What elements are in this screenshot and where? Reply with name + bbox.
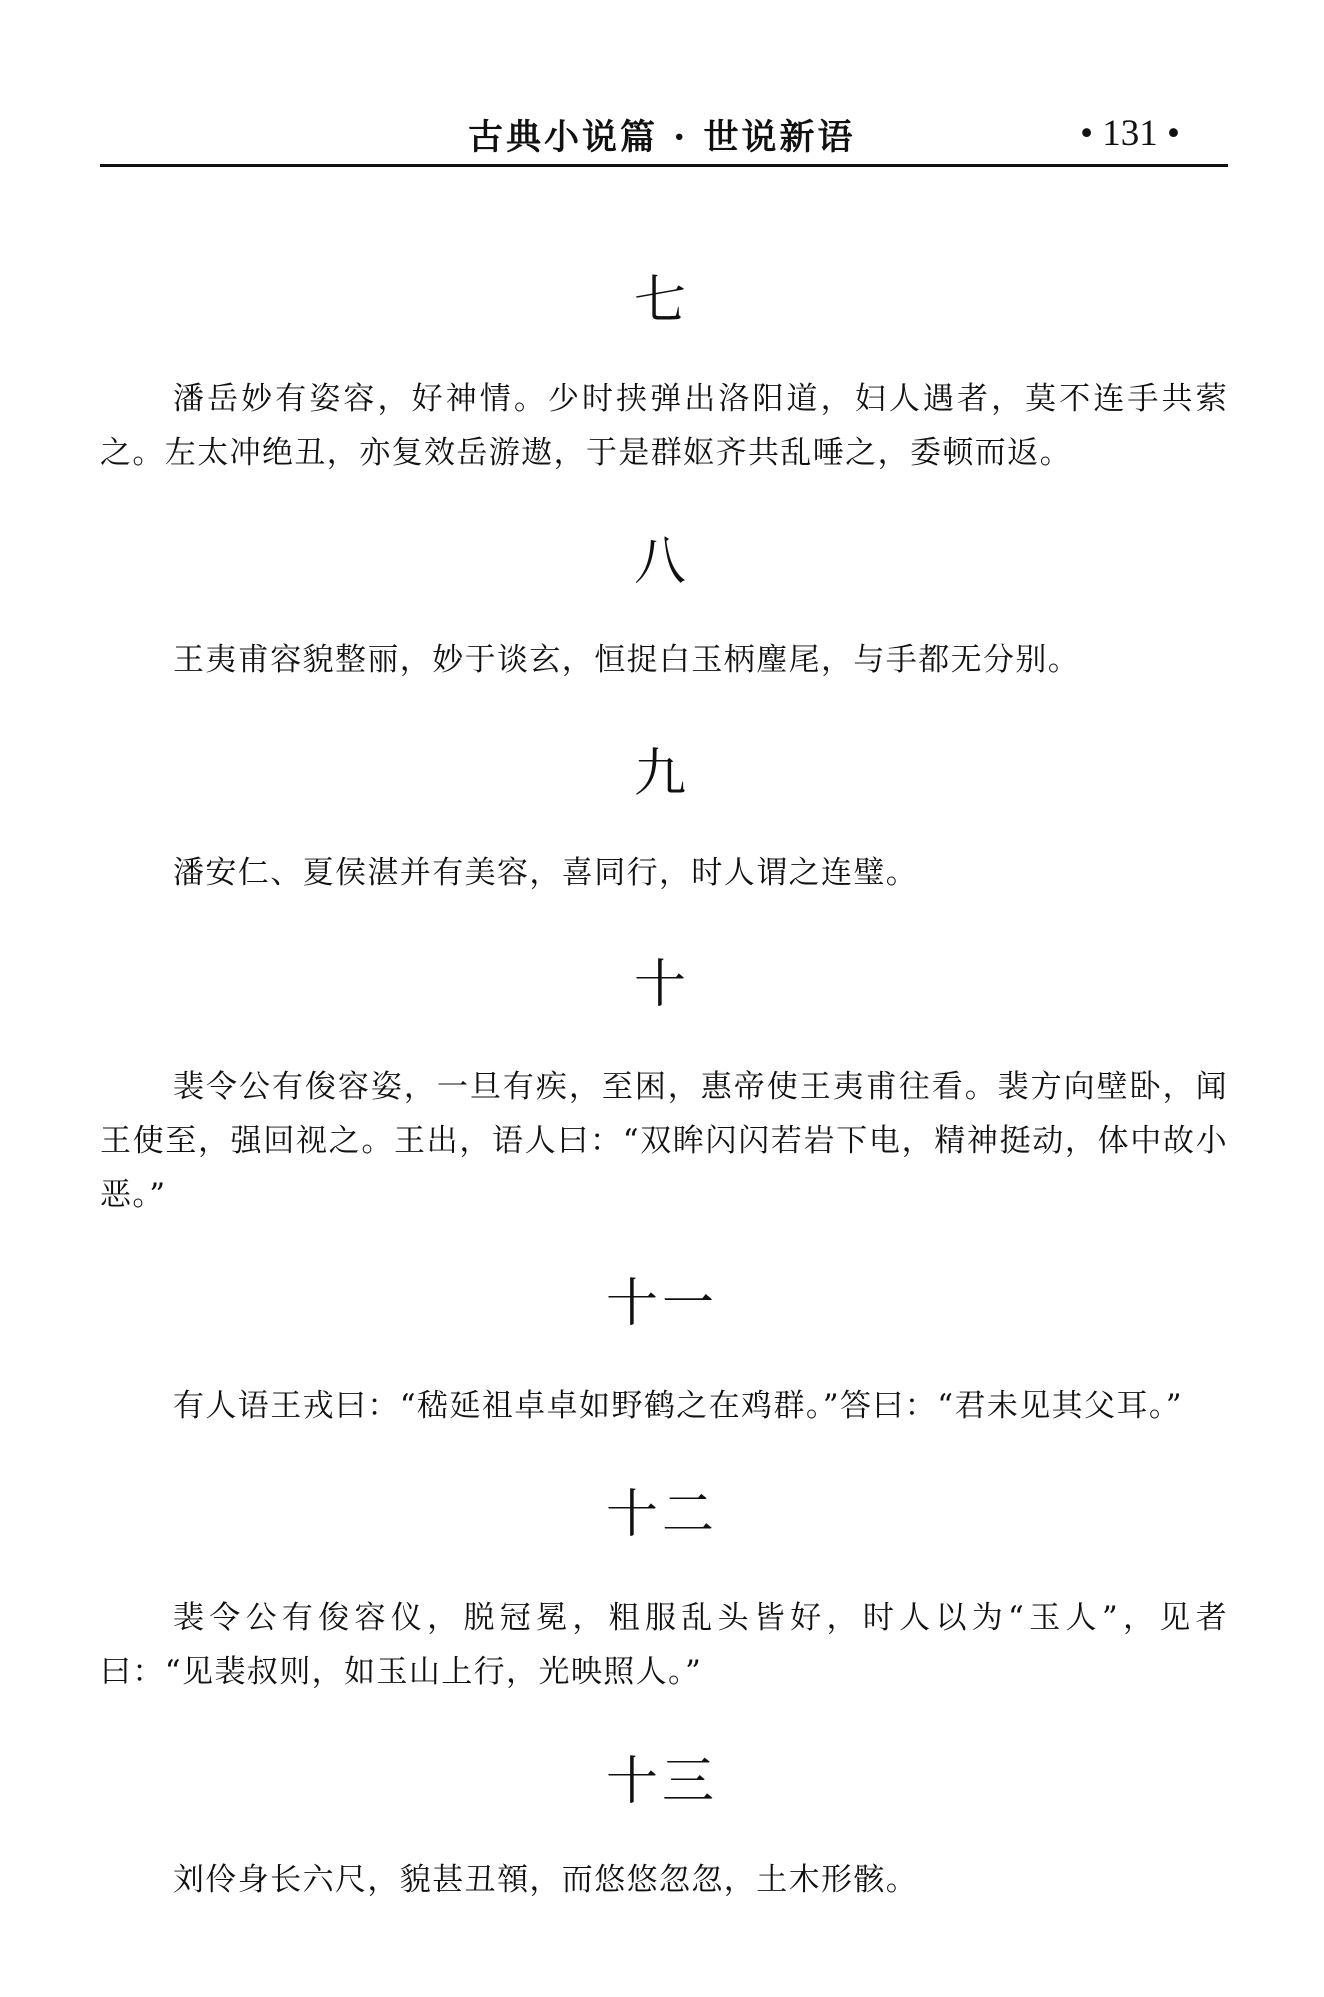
section-text-8: 王夷甫容貌整丽，妙于谈玄，恒捉白玉柄麈尾，与手都无分别。 [173,642,1081,678]
book-section-title: 古典小说篇 · 世说新语 [468,117,856,158]
section-heading-9: 九 [633,744,690,804]
section-text-11: 有人语王戎曰：“嵇延祖卓卓如野鹤之在鸡群。”答曰：“君未见其父耳。” [173,1388,1183,1424]
section-heading-7: 七 [633,271,690,331]
section-text-9: 潘安仁、夏侯湛并有美容，喜同行，时人谓之连璧。 [173,855,919,891]
section-heading-8: 八 [633,532,690,592]
section-heading-11: 十一 [605,1274,718,1334]
section-heading-13: 十三 [605,1752,718,1812]
section-heading-12: 十二 [605,1485,718,1545]
section-text-7: 潘岳妙有姿容，好神情。少时挟弹出洛阳道，妇人遇者，莫不连手共萦之。左太冲绝丑，亦复效岳游遨，于是群妪齐共乱唾之，委顿而返。 [100,381,1228,471]
section-heading-10: 十 [633,955,690,1015]
section-text-13: 刘伶身长六尺，貌甚丑顇，而悠悠忽忽，土木形骸。 [173,1862,919,1898]
section-text-10: 裴令公有俊容姿，一旦有疾，至困，惠帝使王夷甫往看。裴方向壁卧，闻王使至，强回视之。王出，语人曰：“双眸闪闪若岩下电，精神挺动，体中故小恶。” [100,1069,1228,1213]
running-header [100,108,1228,167]
page-number: • 131 • [1080,113,1180,154]
section-text-12: 裴令公有俊容仪，脱冠冕，粗服乱头皆好，时人以为“玉人”，见者曰：“见裴叔则，如玉山上行，光映照人。” [100,1600,1228,1690]
